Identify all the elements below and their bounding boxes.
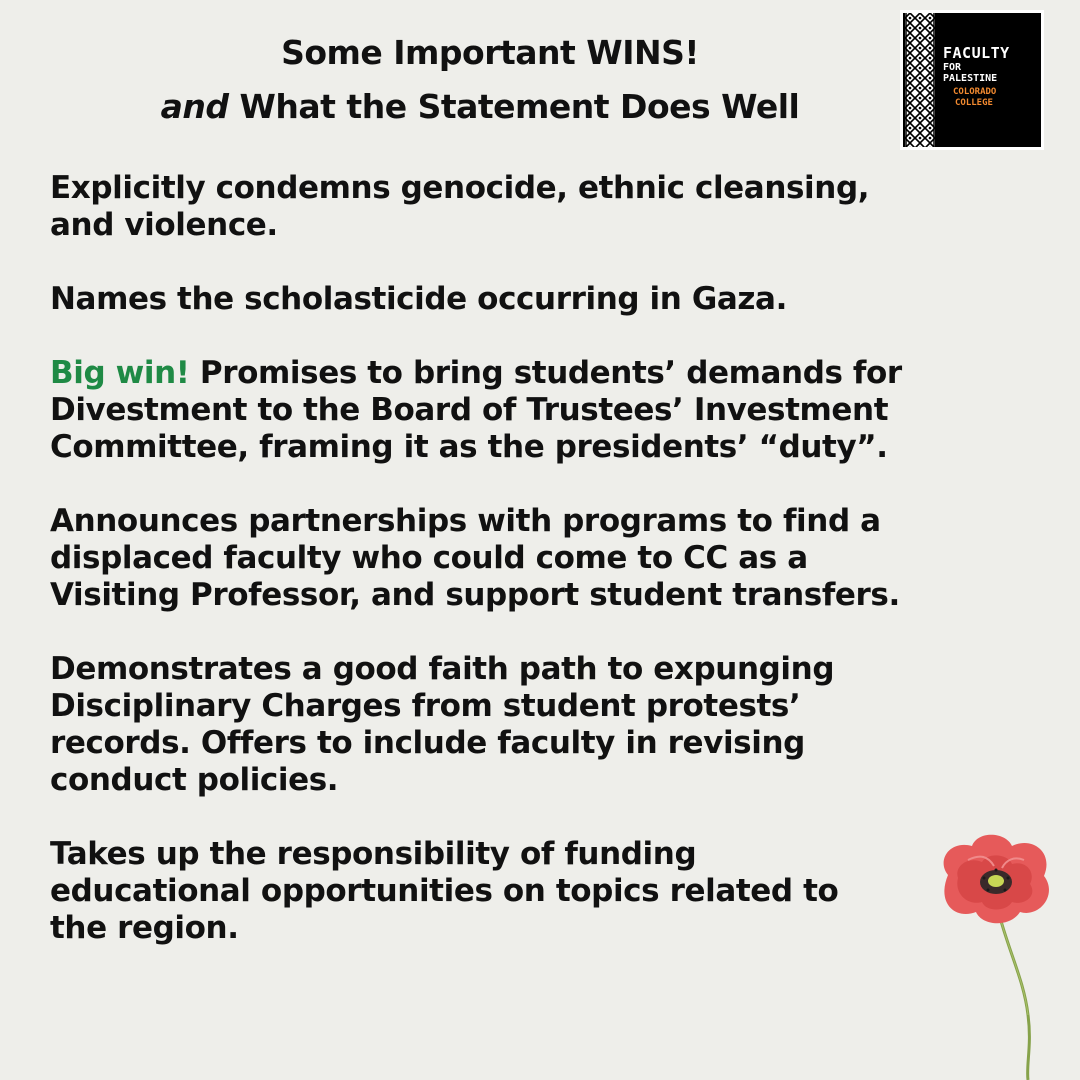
logo-background	[903, 13, 1041, 147]
point-3-line-2: Divestment to the Board of Trustees’ Investment	[50, 392, 889, 428]
title-line-2-italic: and	[160, 87, 229, 126]
page-title	[60, 26, 920, 134]
point-6-line-1: Takes up the responsibility of funding	[50, 836, 697, 872]
logo-faculty: FACULTY	[943, 44, 1010, 62]
point-3-line-1: Promises to bring students’ demands for	[189, 355, 902, 391]
logo-for: FOR	[943, 62, 962, 73]
title-line-2	[40, 80, 920, 134]
big-win-highlight: Big win!	[50, 355, 190, 391]
title-line-2-rest: What the Statement Does Well	[228, 87, 800, 126]
faculty-for-palestine-logo	[900, 10, 1044, 150]
title-line-1: Some Important WINS!	[281, 33, 699, 72]
keffiyeh-pattern-icon	[905, 13, 935, 147]
point-6-line-2: educational opportunities on topics related to	[50, 873, 839, 909]
logo-palestine: PALESTINE	[943, 73, 998, 84]
point-5-line-1: Demonstrates a good faith path to expunging	[50, 651, 835, 687]
point-1-line-1: Explicitly condemns genocide, ethnic cleansing,	[50, 170, 870, 206]
point-5-line-2: Disciplinary Charges from student protests’	[50, 688, 801, 724]
point-4-line-1: Announces partnerships with programs to find a	[50, 503, 881, 539]
point-1-line-2: and violence.	[50, 207, 278, 243]
list-item	[50, 281, 1010, 318]
point-2-line-1: Names the scholasticide occurring in Gaza.	[50, 281, 787, 317]
point-5-line-4: conduct policies.	[50, 762, 339, 798]
point-4-line-3: Visiting Professor, and support student transfers.	[50, 577, 900, 613]
list-item	[50, 355, 1010, 466]
point-3-line-3: Committee, framing it as the presidents’ “duty”.	[50, 429, 888, 465]
list-item	[50, 170, 1010, 244]
list-item	[50, 651, 1010, 799]
point-5-line-3: records. Offers to include faculty in revising	[50, 725, 805, 761]
logo-colorado: COLORADO	[953, 87, 997, 97]
list-item	[50, 503, 1010, 614]
wins-list	[50, 170, 1010, 984]
point-6-line-3: the region.	[50, 910, 239, 946]
point-4-line-2: displaced faculty who could come to CC as a	[50, 540, 808, 576]
poppy-flower-icon	[928, 830, 1068, 1080]
logo-college: COLLEGE	[955, 98, 993, 108]
logo-text	[943, 45, 1010, 109]
list-item	[50, 836, 1010, 947]
